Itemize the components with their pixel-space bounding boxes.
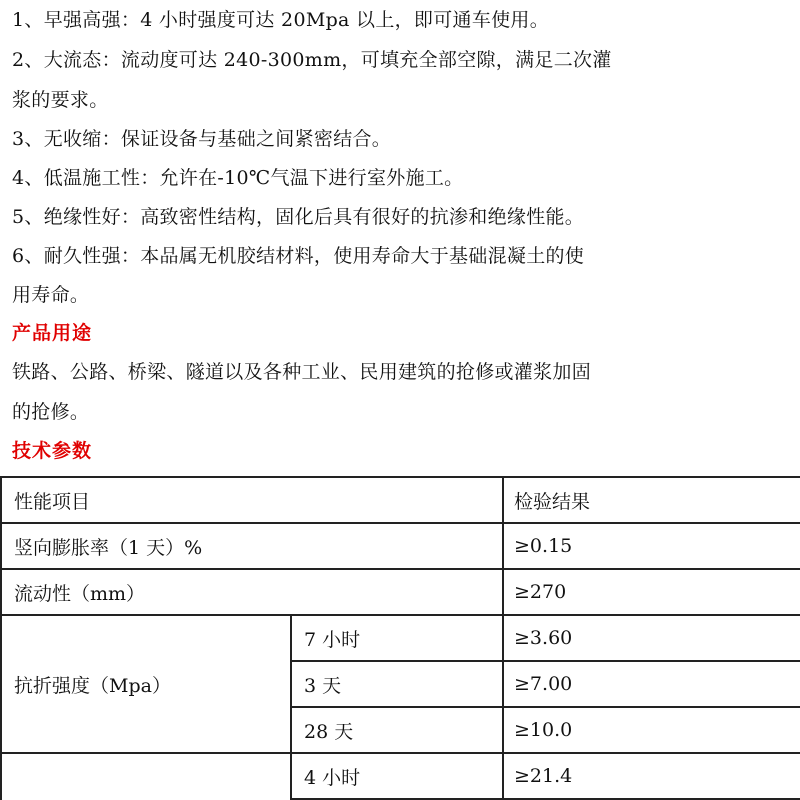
feature-5: 5、绝缘性好：高致密性结构，固化后具有很好的抗渗和绝缘性能。: [12, 206, 585, 228]
usage-line-2: 的抢修。: [12, 401, 90, 423]
result-cell: ≥270: [503, 569, 800, 615]
feature-2-line-2: 浆的要求。: [12, 89, 109, 111]
usage-heading: 产品用途: [12, 322, 93, 344]
result-cell: ≥3.60: [503, 615, 800, 661]
age-cell: 28 天: [291, 707, 503, 753]
feature-3: 3、无收缩：保证设备与基础之间紧密结合。: [12, 128, 392, 150]
result-cell: ≥0.15: [503, 523, 800, 569]
params-heading: 技术参数: [12, 440, 93, 462]
table-row: [1, 569, 800, 615]
age-cell: 3 天: [291, 661, 503, 707]
item-cell: 竖向膨胀率（1 天）%: [1, 523, 503, 569]
age-cell: 7 小时: [291, 615, 503, 661]
result-cell: ≥7.00: [503, 661, 800, 707]
feature-4: 4、低温施工性：允许在-10℃气温下进行室外施工。: [12, 167, 464, 189]
feature-1: 1、早强高强：4 小时强度可达 20Mpa 以上，即可通车使用。: [12, 9, 550, 31]
age-cell: 4 小时: [291, 753, 503, 799]
feature-6-line-2: 用寿命。: [12, 284, 90, 306]
feature-2-line-1: 2、大流态：流动度可达 240-300mm，可填充全部空隙，满足二次灌: [12, 49, 612, 71]
table-header-row: [1, 477, 800, 523]
table-row: [1, 615, 800, 661]
header-item-cell: 性能项目: [1, 477, 503, 523]
technical-parameters-table: [0, 476, 800, 800]
feature-6-line-1: 6、耐久性强：本品属无机胶结材料，使用寿命大于基础混凝土的使: [12, 245, 585, 267]
result-cell: ≥21.4: [503, 753, 800, 799]
item-cell: 流动性（mm）: [1, 569, 503, 615]
table-row: [1, 753, 800, 799]
table-row: [1, 523, 800, 569]
header-result-cell: 检验结果: [503, 477, 800, 523]
compressive-strength-cell: [1, 753, 291, 800]
usage-line-1: 铁路、公路、桥梁、隧道以及各种工业、民用建筑的抢修或灌浆加固: [12, 361, 592, 383]
result-cell: ≥10.0: [503, 707, 800, 753]
flexural-strength-cell: 抗折强度（Mpa）: [1, 615, 291, 753]
